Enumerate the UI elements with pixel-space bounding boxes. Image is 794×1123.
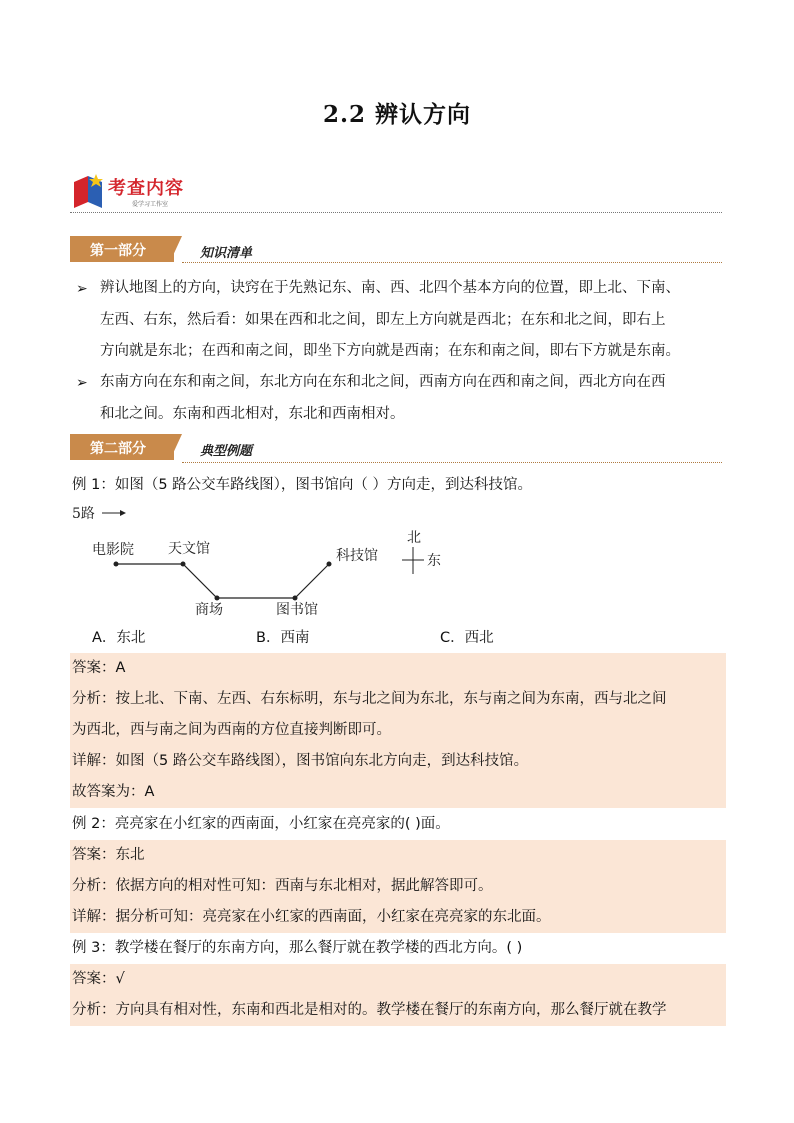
station-dot (114, 562, 119, 567)
text-line: 方向就是东北；在西和南之间，即坐下方向就是西南；在东和南之间，即右下方就是东南。 (100, 343, 680, 359)
station-label: 图书馆 (276, 602, 318, 618)
station-label: 商场 (195, 602, 223, 618)
answer-line: 详解：如图（5 路公交车路线图），图书馆向东北方向走，到达科技馆。 (72, 753, 529, 769)
section-tag-label: 第二部分 (90, 441, 146, 457)
logo-sub-text: 爱学习工作室 (132, 201, 169, 208)
divider (70, 212, 722, 213)
option-c: C．西北 (440, 630, 494, 646)
section-tag-2 (70, 434, 182, 460)
route-label: 5路 (72, 506, 95, 522)
answer-line: 分析：按上北、下南、左西、右东标明，东与北之间为东北，东与南之间为东南，西与北之间 (72, 691, 667, 707)
logo (70, 172, 210, 212)
logo-main-text: 考查内容 (108, 178, 184, 199)
option-b: B．西南 (256, 630, 310, 646)
answer-line: 答案：A (72, 660, 126, 676)
answer-line: 详解：据分析可知：亮亮家在小红家的西南面，小红家在亮亮家的东北面。 (72, 909, 551, 925)
example-2-answer-box (70, 840, 726, 933)
answer-line: 答案：√ (72, 971, 125, 987)
page-title: 2.2 辨认方向 (322, 101, 472, 128)
section-underline (182, 262, 722, 263)
station-dot (215, 596, 220, 601)
knowledge-item-2 (100, 367, 724, 430)
station-label: 电影院 (92, 542, 134, 558)
option-a: A．东北 (92, 630, 146, 646)
station-dot (327, 562, 332, 567)
example-3-question: 例 3：教学楼在餐厅的东南方向，那么餐厅就在教学楼的西北方向。( ) (72, 940, 523, 956)
station-label: 科技馆 (336, 548, 378, 564)
example-2-question: 例 2：亮亮家在小红家的西南面，小红家在亮亮家的( )面。 (72, 816, 450, 832)
book-star-icon (70, 172, 108, 210)
section-title-2: 典型例题 (200, 444, 253, 459)
section-tag-1 (70, 236, 182, 262)
text-line: 左西、右东，然后看：如果在西和北之间，即左上方向就是西北；在东和北之间，即右上 (100, 311, 666, 328)
bullet-icon: ➢ (76, 281, 88, 297)
section-tag-label: 第一部分 (90, 243, 146, 259)
section-title-1: 知识清单 (200, 246, 253, 261)
station-dot (181, 562, 186, 567)
section-underline (182, 462, 722, 463)
text-line: 东南方向在东和南之间，东北方向在东和北之间，西南方向在西和南之间，西北方向在西 (100, 374, 666, 390)
route-line (116, 564, 329, 598)
knowledge-item-1 (100, 273, 724, 368)
answer-line: 答案：东北 (72, 847, 145, 863)
answer-line: 为西北，西与南之间为西南的方位直接判断即可。 (72, 722, 391, 738)
example-3-answer-box (70, 964, 726, 1026)
bus-route-diagram (70, 500, 490, 625)
text-line: 辨认地图上的方向，诀窍在于先熟记东、南、西、北四个基本方向的位置，即上北、下南、 (100, 280, 680, 296)
compass-east-label: 东 (427, 553, 441, 569)
arrow-head-icon (120, 510, 126, 516)
answer-line: 分析：方向具有相对性，东南和西北是相对的。教学楼在餐厅的东南方向，那么餐厅就在教学 (72, 1002, 667, 1018)
bullet-icon: ➢ (76, 375, 88, 391)
answer-line: 故答案为：A (72, 784, 155, 800)
text-line: 和北之间。东南和西北相对，东北和西南相对。 (100, 405, 405, 422)
example-1-question: 例 1：如图（5 路公交车路线图），图书馆向（ ）方向走，到达科技馆。 (72, 477, 533, 493)
answer-line: 分析：依据方向的相对性可知：西南与东北相对，据此解答即可。 (72, 878, 493, 894)
station-dot (293, 596, 298, 601)
compass-north-label: 北 (407, 530, 421, 546)
station-label: 天文馆 (168, 541, 210, 557)
example-1-answer-box (70, 653, 726, 808)
